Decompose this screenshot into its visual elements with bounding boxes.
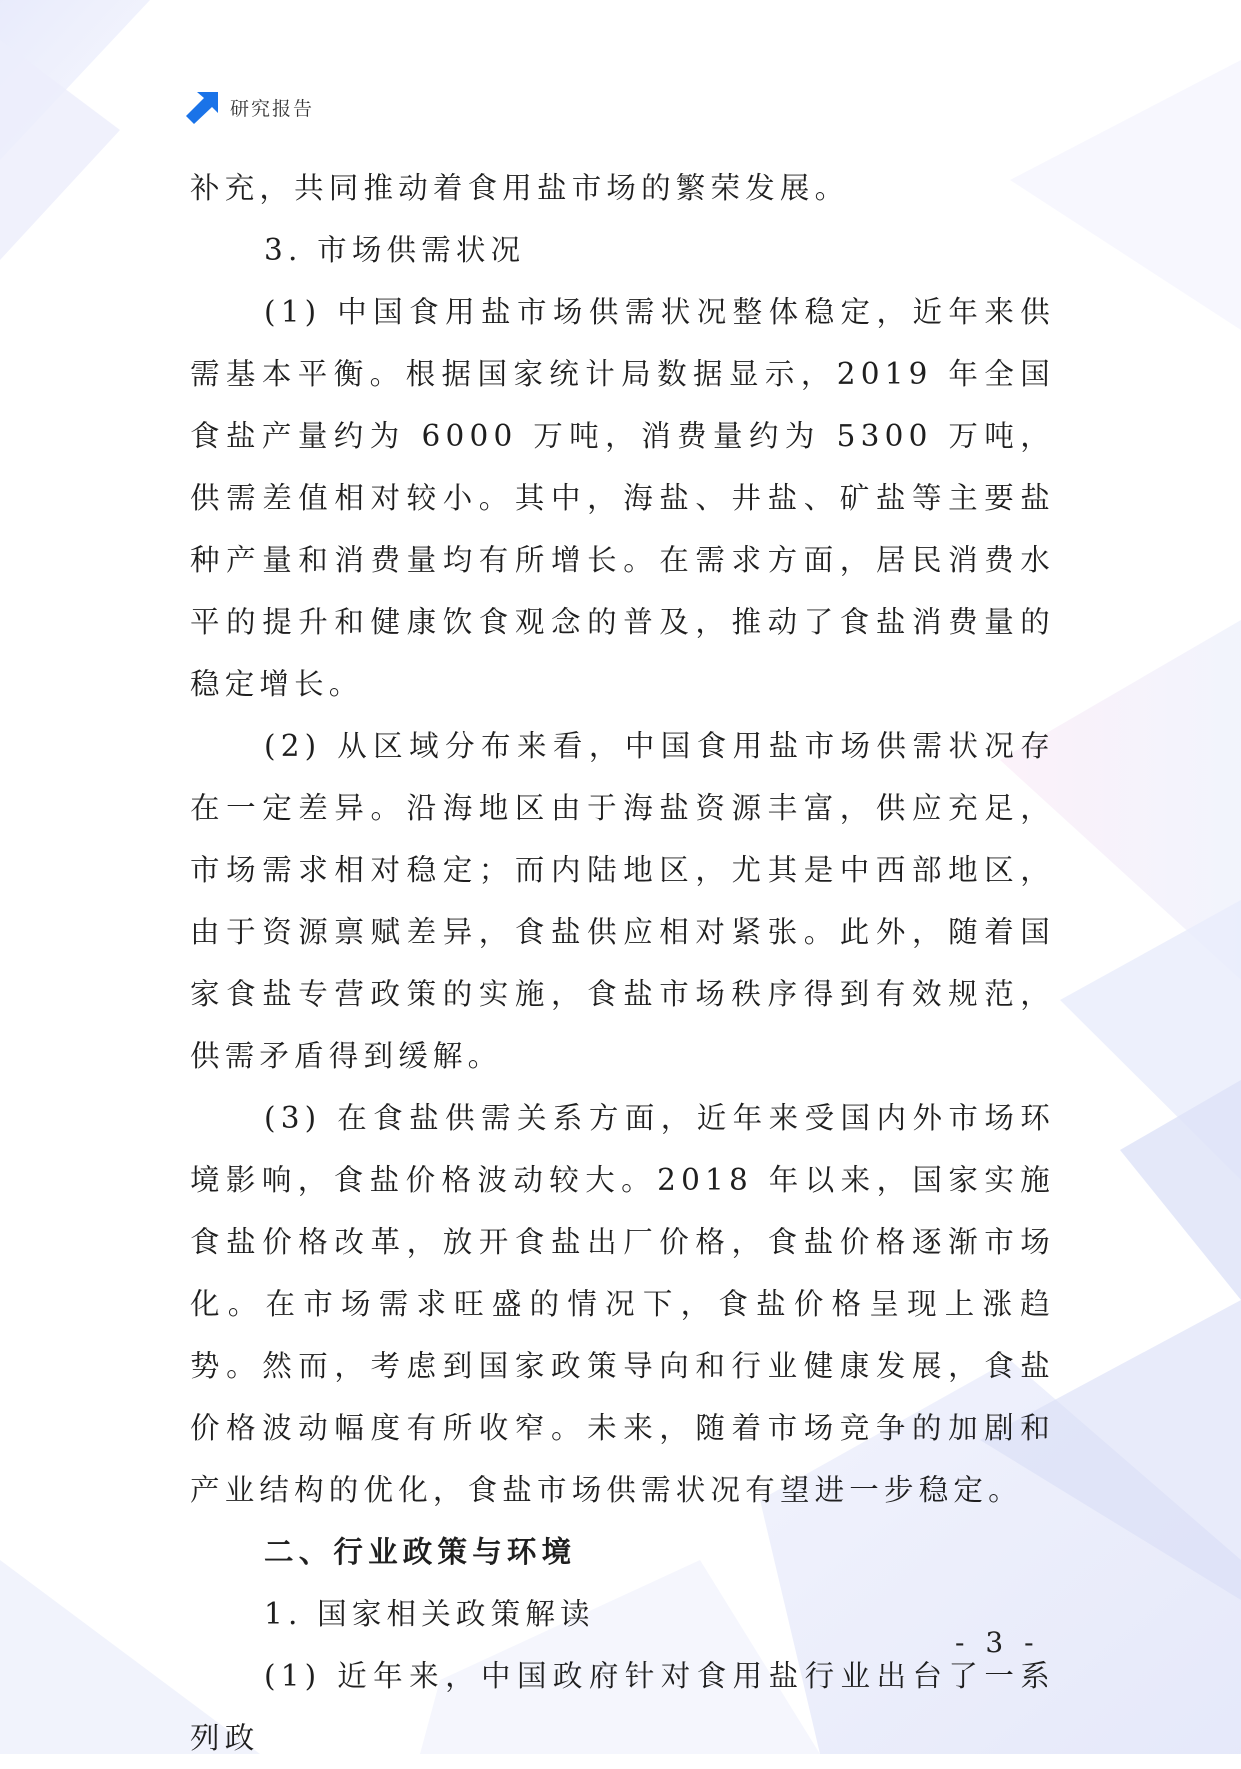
chapter-heading: 二、行业政策与环境 — [264, 1535, 577, 1569]
section-heading: 1. 国家相关政策解读 — [264, 1597, 595, 1631]
paragraph: (1) 近年来，中国政府针对食用盐行业出台了一系列政 — [190, 1659, 1055, 1755]
page-number: - 3 - — [955, 1626, 1040, 1659]
paragraph: (1) 中国食用盐市场供需状况整体稳定，近年来供需基本平衡。根据国家统计局数据显示，2019 年全国食盐产量约为 6000 万吨，消费量约为 5300 万吨，供需差值相对较小。其中，海盐、井盐、矿盐等主要盐种产量和消费量均有所增长。在需求方面，居民消费水平的提升和健康饮食观念的普及，推动了食盐消费量的稳定增长。 — [190, 295, 1055, 701]
report-header — [186, 90, 314, 124]
document-body — [190, 157, 1055, 1769]
header-label: 研究报告 — [230, 97, 315, 120]
paragraph: 补充，共同推动着食用盐市场的繁荣发展。 — [190, 171, 850, 205]
section-heading: 3. 市场供需状况 — [264, 233, 526, 267]
paragraph: (2) 从区域分布来看，中国食用盐市场供需状况存在一定差异。沿海地区由于海盐资源丰富，供应充足，市场需求相对稳定；而内陆地区，尤其是中西部地区，由于资源禀赋差异，食盐供应相对紧张。此外，随着国家食盐专营政策的实施，食盐市场秩序得到有效规范，供需矛盾得到缓解。 — [190, 729, 1055, 1073]
arrow-up-right-icon — [186, 90, 220, 124]
paragraph: (3) 在食盐供需关系方面，近年来受国内外市场环境影响，食盐价格波动较大。2018 年以来，国家实施食盐价格改革，放开食盐出厂价格，食盐价格逐渐市场化。在市场需求旺盛的情况下，食盐价格呈现上涨趋势。然而，考虑到国家政策导向和行业健康发展，食盐价格波动幅度有所收窄。未来，随着市场竞争的加剧和产业结构的优化，食盐市场供需状况有望进一步稳定。 — [190, 1101, 1055, 1507]
